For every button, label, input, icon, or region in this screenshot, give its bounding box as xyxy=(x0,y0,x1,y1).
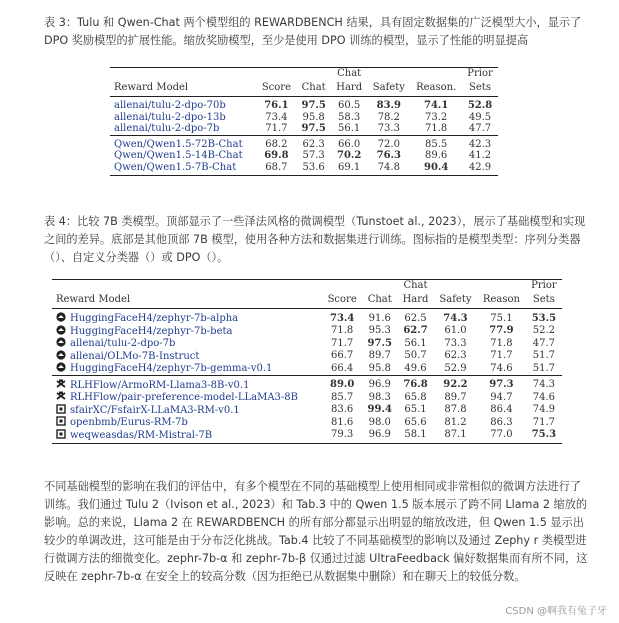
model-link[interactable]: weqweasdas/RM-Mistral-7B xyxy=(70,429,213,441)
table-row: allenai/tulu-2-dpo-7b 71.7 97.5 56.1 73.3 71.8 47.7 xyxy=(110,123,498,135)
header-reason: Reason. xyxy=(410,82,462,97)
header-prior-bottom: Sets xyxy=(526,294,562,309)
model-link[interactable]: allenai/OLMo-7B-Instruct xyxy=(70,350,200,362)
header-chat-hard-bottom: Hard xyxy=(331,82,367,97)
header-safety: Safety xyxy=(434,294,477,309)
header-reward-model xyxy=(110,68,256,83)
table-row: Qwen/Qwen1.5-7B-Chat 68.7 53.6 69.1 74.8 90.4 42.9 xyxy=(110,162,498,176)
table4 xyxy=(52,279,562,444)
sequence-classifier-icon xyxy=(56,429,66,439)
table-row: HuggingFaceH4/zephyr-7b-gemma-v0.1 66.4 95.8 49.6 52.9 74.6 51.7 xyxy=(52,362,562,375)
header-reward-model: Reward Model xyxy=(110,82,256,97)
model-link[interactable]: openbmb/Eurus-RM-7b xyxy=(70,417,188,428)
table-row: Qwen/Qwen1.5-72B-Chat 68.2 62.3 66.0 72.0 85.5 42.3 xyxy=(110,135,498,150)
watermark: CSDN @啊我有兔子牙 xyxy=(505,606,607,617)
header-chat: Chat xyxy=(362,294,397,309)
model-link[interactable]: HuggingFaceH4/zephyr-7b-alpha xyxy=(70,313,239,324)
table-row: HuggingFaceH4/zephyr-7b-alpha 73.4 91.6 62.5 74.3 75.1 53.5 xyxy=(52,309,562,325)
table3 xyxy=(110,67,498,176)
dpo-icon xyxy=(56,362,66,372)
sequence-classifier-icon xyxy=(56,391,66,401)
dpo-icon xyxy=(56,337,66,347)
table-row: openbmb/Eurus-RM-7b 81.6 98.0 65.6 81.2 86.3 71.7 xyxy=(52,416,562,429)
header-chat: Chat xyxy=(296,82,331,97)
header-chat-hard-top: Chat xyxy=(331,68,367,83)
model-link[interactable]: HuggingFaceH4/zephyr-7b-beta xyxy=(70,325,233,337)
dpo-icon xyxy=(56,325,66,335)
table3-caption: 表 3：Tulu 和 Qwen-Chat 两个模型组的 REWARDBENCH 结果，具有固定数据集的广泛模型大小，显示了 DPO 奖励模型的扩展性能。缩放奖励模型，至少是使用 DPO 训练的模型，显示了性能的明显提高 xyxy=(44,16,582,47)
model-link[interactable]: allenai/tulu-2-dpo-7b xyxy=(114,123,220,134)
table-row: allenai/tulu-2-dpo-7b 71.7 97.5 56.1 73.3 71.8 47.7 xyxy=(52,337,562,350)
model-link[interactable]: allenai/tulu-2-dpo-13b xyxy=(114,111,226,123)
model-link[interactable]: Qwen/Qwen1.5-72B-Chat xyxy=(110,135,256,150)
model-link[interactable]: allenai/tulu-2-dpo-7b xyxy=(70,338,176,349)
header-score: Score xyxy=(322,294,362,309)
header-score: Score xyxy=(256,82,296,97)
header-prior-bottom: Sets xyxy=(462,82,498,97)
dpo-icon xyxy=(56,350,66,360)
header-reason: Reason xyxy=(477,294,526,309)
table-row: sfairXC/FsfairX-LLaMA3-RM-v0.1 83.6 99.4 65.1 87.8 86.4 74.9 xyxy=(52,404,562,417)
model-link[interactable]: HuggingFaceH4/zephyr-7b-gemma-v0.1 xyxy=(70,363,273,374)
header-prior-top: Prior xyxy=(462,68,498,83)
model-link[interactable]: Qwen/Qwen1.5-14B-Chat xyxy=(114,150,243,161)
header-reward-model: Reward Model xyxy=(52,294,322,309)
table-row: Qwen/Qwen1.5-14B-Chat 69.8 57.3 70.2 76.3 89.6 41.2 xyxy=(110,150,498,162)
header-chat-hard-top: Chat xyxy=(397,280,434,295)
model-link[interactable]: Qwen/Qwen1.5-7B-Chat xyxy=(110,162,256,176)
table-row: RLHFlow/ArmoRM-Llama3-8B-v0.1 89.0 96.9 76.8 92.2 97.3 74.3 xyxy=(52,375,562,391)
sequence-classifier-icon xyxy=(56,416,66,426)
body-paragraph: 不同基础模型的影响在我们的评估中，有多个模型在不同的基础模型上使用相同或非常相似的微调方法进行了训练。我们通过 Tulu 2（Ivison et al., 2023）和 Tab.3 中的 Qwen 1.5 版本展示了跨不同 Llama 2 缩放的影响。总的来说，Llama 2 在 REWARDBENCH 的所有部分都显示出明显的缩放改进，但 Qwen 1.5 显示出较少的单调改进，这可能是由于分布泛化挑战。Tab.4 比较了不同基础模型的影响以及通过 Zephy r 类模型进行微调方法的细微变化。zephr-7b-α 和 zephr-7b-β 仅通过过滤 UltraFeedback 偏好数据集而有所不同，这反映在 zephr-7b-α 在安全上的较高分数（因为拒绝已从数据集中删除）和在聊天上的较低分数。 xyxy=(44,480,588,583)
table-row: allenai/tulu-2-dpo-70b 76.1 97.5 60.5 83.9 74.1 52.8 xyxy=(110,97,498,112)
model-link[interactable]: allenai/tulu-2-dpo-70b xyxy=(114,100,226,111)
table-row: weqweasdas/RM-Mistral-7B 79.3 96.9 58.1 87.1 77.0 75.3 xyxy=(52,429,562,444)
header-prior-top: Prior xyxy=(526,280,562,295)
sequence-classifier-icon xyxy=(56,404,66,414)
model-link[interactable]: RLHFlow/pair-preference-model-LLaMA3-8B xyxy=(70,392,299,403)
table-row: HuggingFaceH4/zephyr-7b-beta 71.8 95.3 62.7 61.0 77.9 52.2 xyxy=(52,325,562,338)
sequence-classifier-icon xyxy=(56,379,66,389)
header-chat-hard-bottom: Hard xyxy=(397,294,434,309)
model-link[interactable]: sfairXC/FsfairX-LLaMA3-RM-v0.1 xyxy=(70,404,240,416)
model-link[interactable]: RLHFlow/ArmoRM-Llama3-8B-v0.1 xyxy=(70,379,250,391)
table4-caption: 表 4：比较 7B 类模型。顶部显示了一些泽法风格的微调模型（Tunstoet al., 2023），展示了基础模型和实现之间的差异。底部是其他顶部 7B 模型，使用各种方法和数据集进行训练。图标指的是模型类型：序列分类器（）、自定义分类器（）或 DPO（）。 xyxy=(44,215,586,264)
dpo-icon xyxy=(56,312,66,322)
table-row: allenai/OLMo-7B-Instruct 66.7 89.7 50.7 62.3 71.7 51.7 xyxy=(52,350,562,363)
header-safety: Safety xyxy=(367,82,410,97)
table-row: allenai/tulu-2-dpo-13b 73.4 95.8 58.3 78.2 73.2 49.5 xyxy=(110,112,498,124)
table-row: RLHFlow/pair-preference-model-LLaMA3-8B 85.7 98.3 65.8 89.7 94.7 74.6 xyxy=(52,391,562,404)
